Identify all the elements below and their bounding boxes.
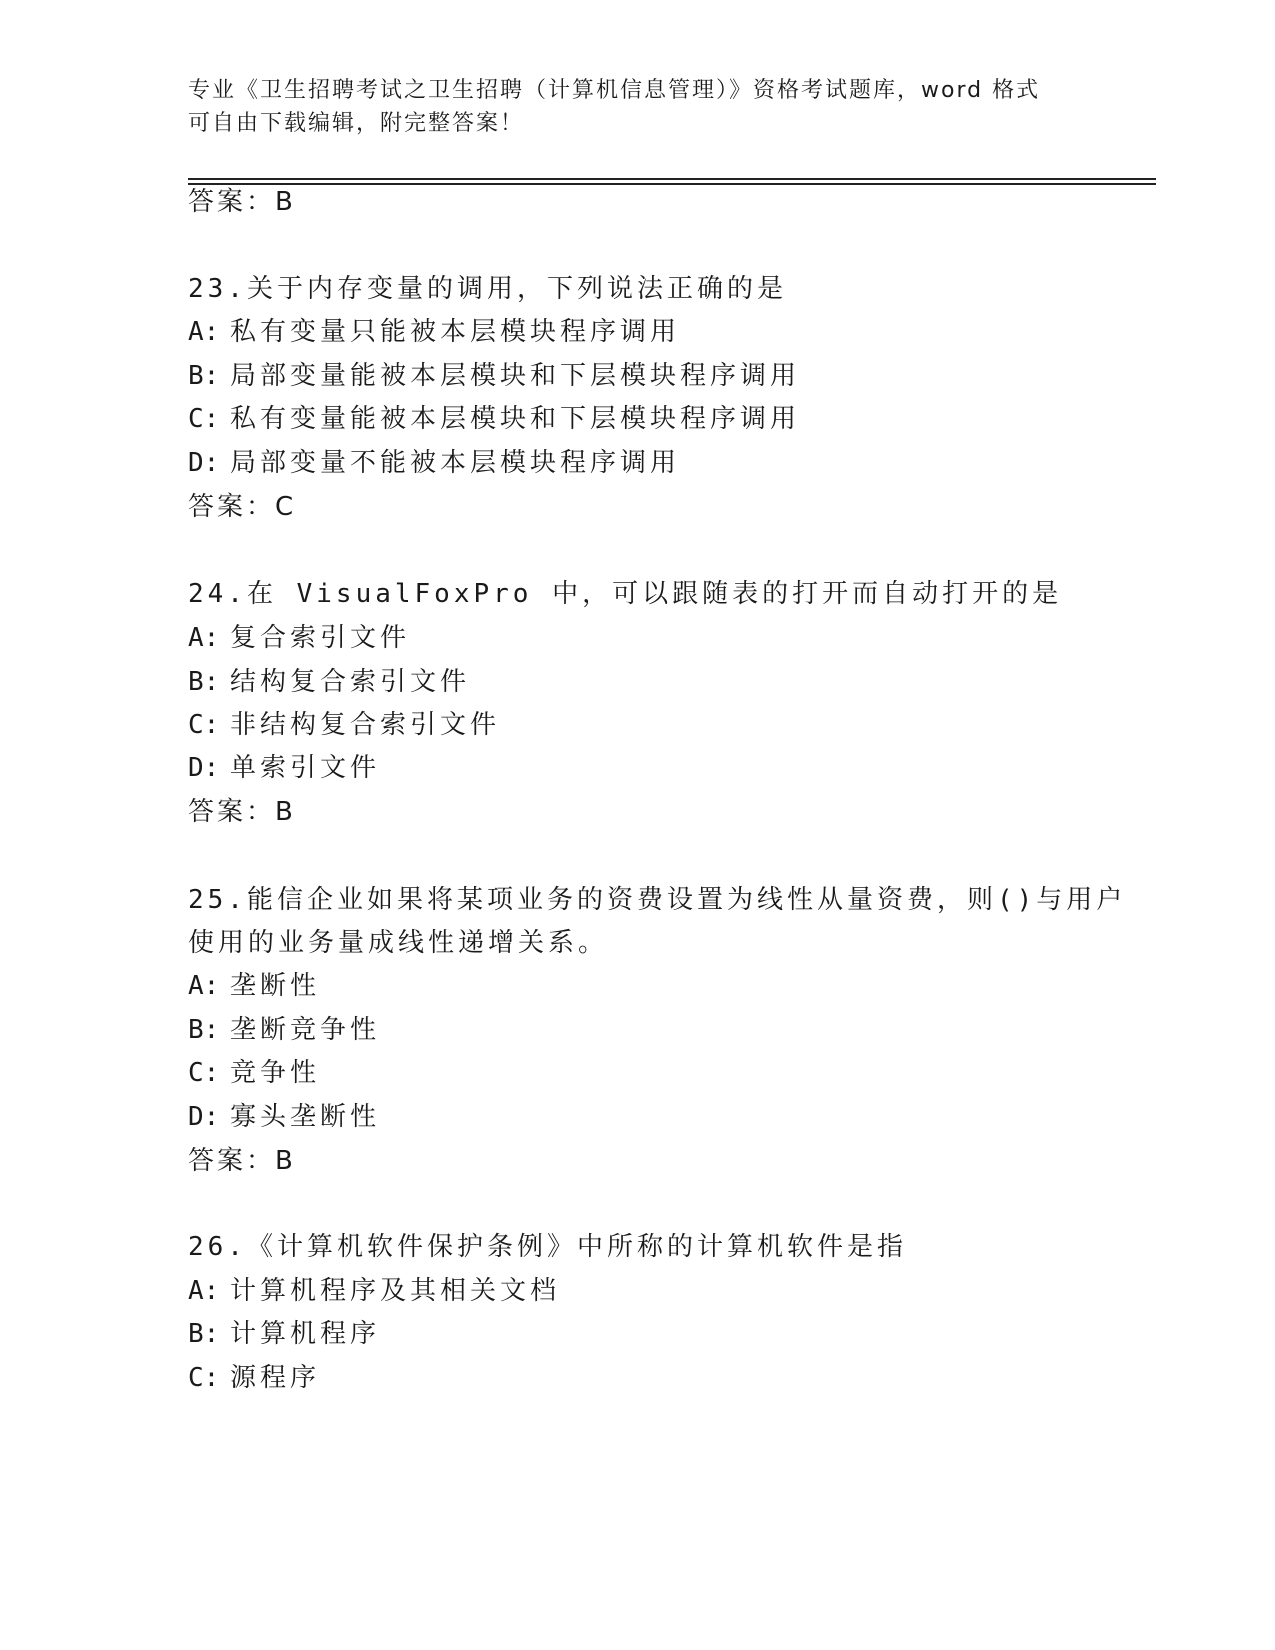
answer-value: B (275, 187, 293, 217)
option-text: 局部变量不能被本层模块程序调用 (230, 448, 681, 478)
option-text: 私有变量只能被本层模块程序调用 (230, 317, 681, 347)
option-text: 局部变量能被本层模块和下层模块程序调用 (230, 361, 801, 391)
answer-value: B (275, 1146, 293, 1176)
question-stem: 23.关于内存变量的调用，下列说法正确的是 (188, 274, 787, 304)
header-line-2: 可自由下载编辑，附完整答案！ (188, 111, 525, 136)
option-text: 竞争性 (230, 1058, 321, 1088)
option-letter: A: (188, 623, 220, 653)
answer-label: 答案： (188, 1146, 276, 1176)
header-rule-bottom (188, 183, 1156, 185)
question-stem: 26.《计算机软件保护条例》中所称的计算机软件是指 (188, 1232, 907, 1262)
option-d (188, 752, 380, 784)
option-a (188, 316, 680, 348)
option-b (188, 360, 800, 392)
answer-label: 答案： (188, 492, 276, 522)
option-b (188, 666, 470, 698)
option-letter: A: (188, 1276, 220, 1306)
answer-line (188, 796, 293, 828)
header-line-1: 专业《卫生招聘考试之卫生招聘（计算机信息管理）》资格考试题库，word 格式 (188, 78, 1041, 103)
option-c (188, 1362, 320, 1394)
option-b (188, 1014, 380, 1046)
answer-label: 答案： (188, 797, 276, 827)
option-letter: B: (188, 1015, 220, 1045)
option-c (188, 403, 800, 435)
option-d (188, 1101, 380, 1133)
answer-label: 答案： (188, 187, 276, 217)
option-d (188, 447, 680, 479)
option-text: 结构复合索引文件 (230, 667, 471, 697)
option-text: 计算机程序 (230, 1319, 381, 1349)
header-rule-top (188, 178, 1156, 180)
option-text: 源程序 (230, 1363, 321, 1393)
option-text: 非结构复合索引文件 (230, 710, 501, 740)
option-letter: C: (188, 710, 220, 740)
option-text: 私有变量能被本层模块和下层模块程序调用 (230, 404, 801, 434)
answer-line (188, 491, 293, 523)
option-text: 单索引文件 (230, 753, 381, 783)
option-letter: D: (188, 448, 220, 478)
option-letter: C: (188, 1058, 220, 1088)
question-stem: 24.在 VisualFoxPro 中，可以跟随表的打开而自动打开的是 (188, 579, 1063, 609)
option-letter: D: (188, 1102, 220, 1132)
option-letter: D: (188, 753, 220, 783)
option-text: 垄断性 (230, 971, 321, 1001)
question-stem-line-1: 25.能信企业如果将某项业务的资费设置为线性从量资费，则()与用户 (188, 885, 1127, 915)
option-letter: B: (188, 361, 220, 391)
answer-line (188, 186, 293, 218)
option-a (188, 1275, 560, 1307)
option-a (188, 622, 410, 654)
option-c (188, 709, 500, 741)
option-letter: B: (188, 667, 220, 697)
option-a (188, 970, 320, 1002)
option-text: 计算机程序及其相关文档 (230, 1276, 561, 1306)
answer-value: B (275, 797, 293, 827)
answer-value: C (275, 492, 294, 522)
option-text: 垄断竞争性 (230, 1015, 381, 1045)
option-letter: C: (188, 1363, 220, 1393)
question-stem-line-2: 使用的业务量成线性递增关系。 (188, 928, 609, 958)
document-header (188, 74, 1088, 140)
option-text: 寡头垄断性 (230, 1102, 381, 1132)
option-c (188, 1057, 320, 1089)
option-text: 复合索引文件 (230, 623, 411, 653)
option-letter: A: (188, 317, 220, 347)
option-letter: C: (188, 404, 220, 434)
answer-line (188, 1145, 293, 1177)
option-letter: B: (188, 1319, 220, 1349)
option-b (188, 1318, 380, 1350)
option-letter: A: (188, 971, 220, 1001)
